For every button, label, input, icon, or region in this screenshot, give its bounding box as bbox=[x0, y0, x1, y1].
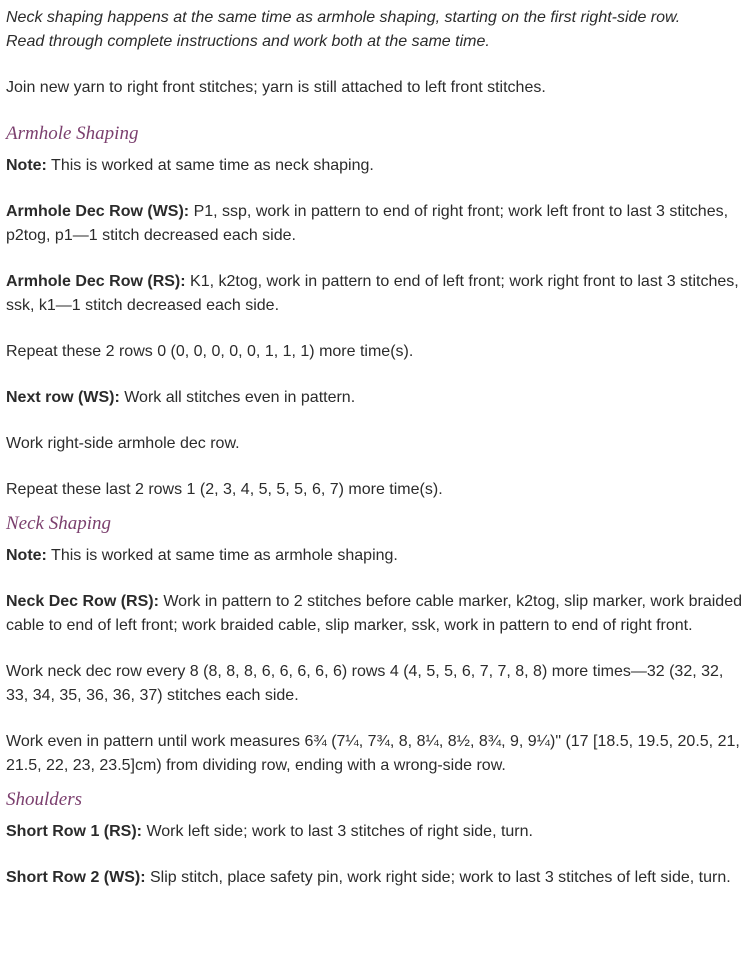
intro-line-2: Read through complete instructions and work both at the same time. bbox=[6, 33, 490, 50]
next-row-ws bbox=[6, 386, 742, 410]
armhole-shaping-heading: Armhole Shaping bbox=[6, 123, 139, 144]
next-row-text: Work all stitches even in pattern. bbox=[119, 389, 356, 406]
work-even-measure: Work even in pattern until work measures 6¾ (7¼, 7¾, 8, 8¼, 8½, 8¾, 9, 9¼)" (17 [18.5, 19.5, 20.5, 21, 21.5, 22, 23, 23.5]cm) from dividing row, ending with a wrong-side row. bbox=[6, 733, 740, 774]
join-yarn-instruction: Join new yarn to right front stitches; yarn is still attached to left front stitches. bbox=[6, 79, 546, 96]
short-row-1-label: Short Row 1 (RS): bbox=[6, 823, 142, 840]
short-row-2-label: Short Row 2 (WS): bbox=[6, 869, 146, 886]
intro-line-1: Neck shaping happens at the same time as armhole shaping, starting on the first right-side row. bbox=[6, 9, 681, 26]
armhole-note-text: This is worked at same time as neck shaping. bbox=[46, 157, 374, 174]
work-rs-armhole-dec: Work right-side armhole dec row. bbox=[6, 435, 240, 452]
shoulders-heading: Shoulders bbox=[6, 789, 82, 810]
short-row-2-text: Slip stitch, place safety pin, work right side; work to last 3 stitches of left side, turn. bbox=[145, 869, 731, 886]
neck-dec-rs-label: Neck Dec Row (RS): bbox=[6, 593, 159, 610]
pattern-page bbox=[6, 6, 742, 912]
armhole-dec-ws-text: P1, ssp, work in pattern to end of right front; work left front to last 3 stitches, p2tog, p1—1 stitch decreased each side. bbox=[6, 203, 729, 244]
neck-note bbox=[6, 544, 742, 568]
short-row-1-text: Work left side; work to last 3 stitches of right side, turn. bbox=[142, 823, 533, 840]
armhole-dec-ws-label: Armhole Dec Row (WS): bbox=[6, 203, 190, 220]
armhole-dec-rs bbox=[6, 270, 742, 318]
neck-note-label: Note: bbox=[6, 547, 47, 564]
armhole-dec-rs-label: Armhole Dec Row (RS): bbox=[6, 273, 186, 290]
intro-note bbox=[6, 6, 742, 54]
short-row-2 bbox=[6, 866, 742, 890]
neck-dec-rs bbox=[6, 590, 742, 638]
armhole-note bbox=[6, 154, 742, 178]
neck-dec-every: Work neck dec row every 8 (8, 8, 8, 6, 6, 6, 6, 6) rows 4 (4, 5, 5, 6, 7, 7, 8, 8) more times—32 (32, 32, 33, 34, 35, 36, 36, 37) stitches each side. bbox=[6, 663, 724, 704]
neck-shaping-heading: Neck Shaping bbox=[6, 513, 112, 534]
armhole-repeat-last: Repeat these last 2 rows 1 (2, 3, 4, 5, 5, 5, 6, 7) more time(s). bbox=[6, 481, 443, 498]
next-row-label: Next row (WS): bbox=[6, 389, 120, 406]
neck-note-text: This is worked at same time as armhole shaping. bbox=[46, 547, 398, 564]
armhole-repeat: Repeat these 2 rows 0 (0, 0, 0, 0, 0, 1, 1, 1) more time(s). bbox=[6, 343, 414, 360]
armhole-dec-ws bbox=[6, 200, 742, 248]
short-row-1 bbox=[6, 820, 742, 844]
neck-dec-rs-text: Work in pattern to 2 stitches before cable marker, k2tog, slip marker, work braided cable to end of left front; work braided cable, slip marker, ssk, work in pattern to end of right front. bbox=[6, 593, 742, 634]
armhole-note-label: Note: bbox=[6, 157, 47, 174]
armhole-dec-rs-text: K1, k2tog, work in pattern to end of left front; work right front to last 3 stitches, ssk, k1—1 stitch decreased each side. bbox=[6, 273, 739, 314]
